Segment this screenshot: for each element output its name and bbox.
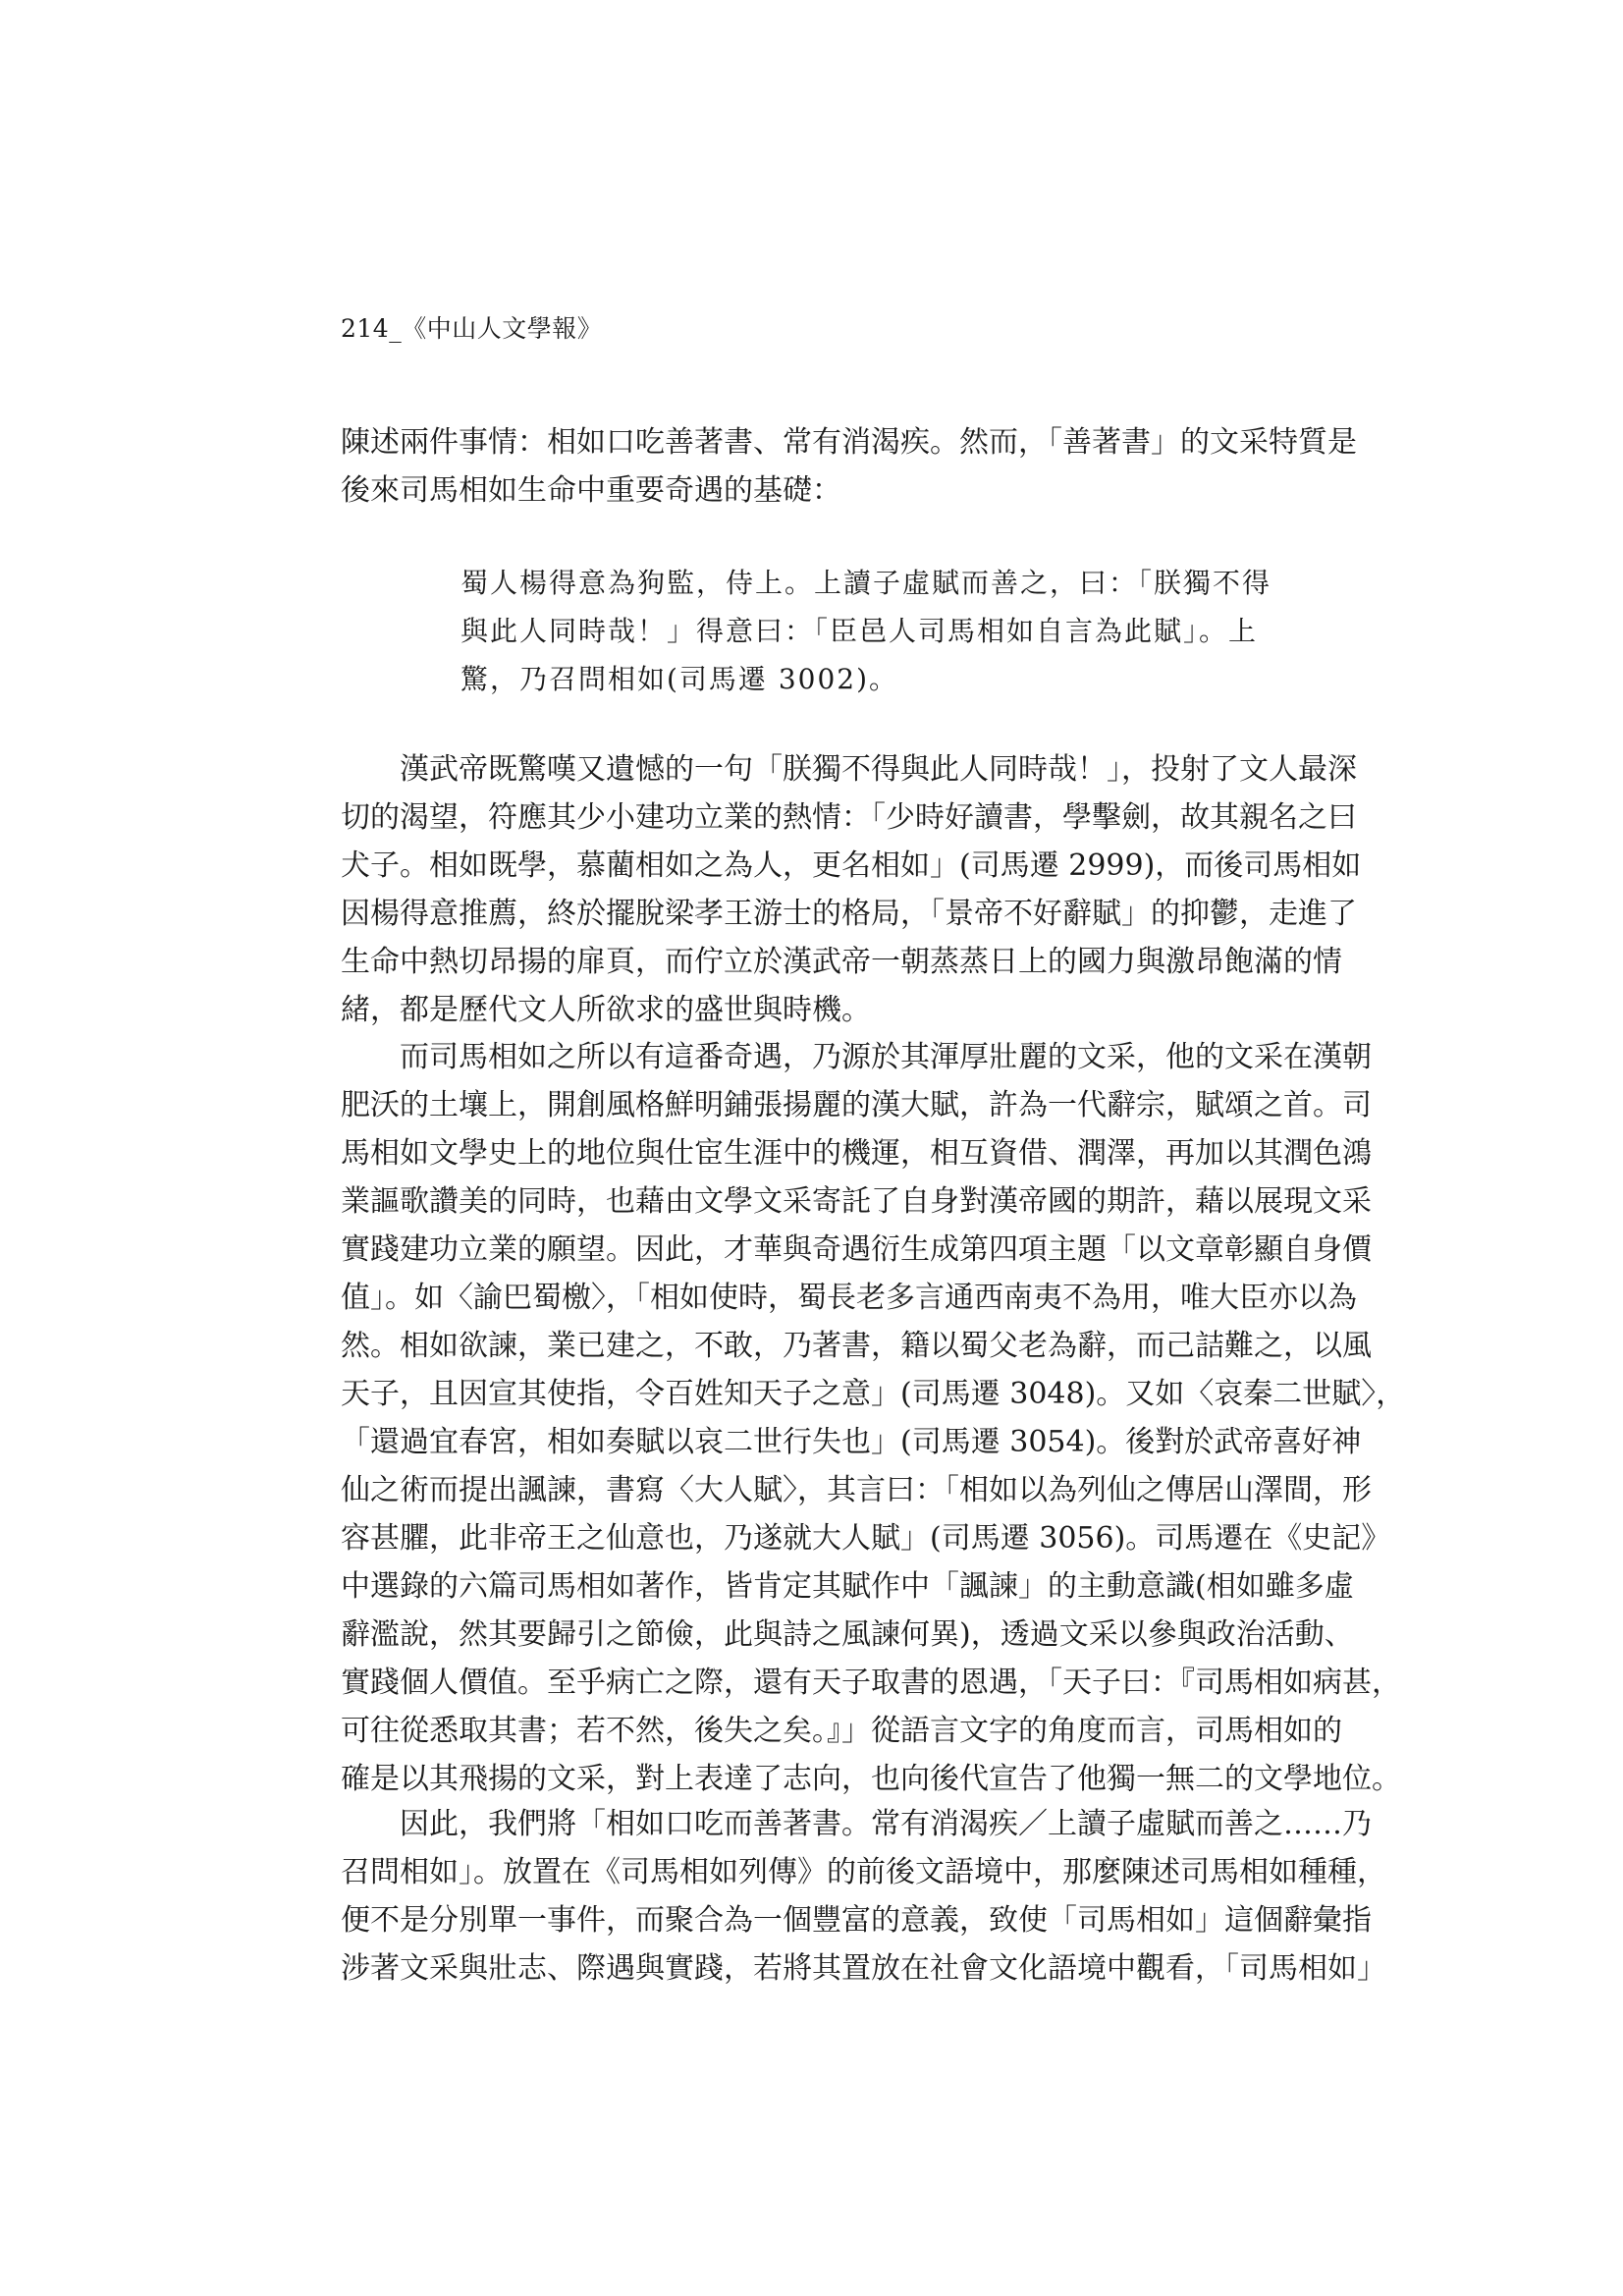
text-line: 實踐建功立業的願望。因此，才華與奇遇衍生成第四項主題「以文章彰顯自身價 — [341, 1232, 1372, 1267]
text-line: 犬子。相如既學，慕藺相如之為人，更名相如」(司馬遷 2999)，而後司馬相如 — [341, 848, 1362, 883]
text-line: 馬相如文學史上的地位與仕宦生涯中的機運，相互資借、潤澤，再加以其潤色鴻 — [341, 1136, 1372, 1171]
text-line: 緒，都是歷代文人所欲求的盛世與時機。 — [341, 993, 871, 1027]
text-line: 陳述兩件事情：相如口吃善著書、常有消渴疾。然而，「善著書」的文采特質是 — [341, 425, 1357, 460]
text-line: 因此，我們將「相如口吃而善著書。常有消渴疾／上讀子虛賦而善之……乃 — [341, 1807, 1372, 1841]
text-line: 天子，且因宣其使指，令百姓知天子之意」(司馬遷 3048)。又如〈哀秦二世賦〉， — [341, 1377, 1406, 1411]
paragraph-3 — [341, 1800, 1386, 1993]
paragraph-2 — [341, 1033, 1406, 1803]
block-quote — [460, 559, 1272, 703]
text-line: 可往從悉取其書；若不然，後失之矣。』」從語言文字的角度而言，司馬相如的 — [341, 1714, 1342, 1748]
text-line: 實踐個人價值。至乎病亡之際，還有天子取書的恩遇，「天子曰：『司馬相如病甚， — [341, 1666, 1401, 1700]
text-line: 涉著文采與壯志、際遇與實踐，若將其置放在社會文化語境中觀看，「司馬相如」 — [341, 1951, 1386, 1986]
text-line: 因楊得意推薦，終於擺脫梁孝王游士的格局，「景帝不好辭賦」的抑鬱，走進了 — [341, 897, 1357, 931]
text-line: 漢武帝既驚嘆又遺憾的一句「朕獨不得與此人同時哉！」，投射了文人最深 — [341, 752, 1357, 787]
text-line: 後來司馬相如生命中重要奇遇的基礎： — [341, 473, 841, 508]
text-line: 容甚臞，此非帝王之仙意也，乃遂就大人賦」(司馬遷 3056)。司馬遷在《史記》 — [341, 1521, 1391, 1556]
text-line: 中選錄的六篇司馬相如著作，皆肯定其賦作中「諷諫」的主動意識(相如雖多虛 — [341, 1569, 1354, 1604]
text-line: 值」。如〈諭巴蜀檄〉，「相如使時，蜀長老多言通西南夷不為用，唯大臣亦以為 — [341, 1281, 1357, 1315]
text-line: 召問相如」。放置在《司馬相如列傳》的前後文語境中，那麼陳述司馬相如種種， — [341, 1855, 1386, 1889]
quote-line: 與此人同時哉！」得意曰：「臣邑人司馬相如自言為此賦」。上 — [460, 615, 1259, 647]
text-line: 業謳歌讚美的同時，也藉由文學文采寄託了自身對漢帝國的期許，藉以展現文采 — [341, 1184, 1372, 1219]
intro-paragraph — [341, 418, 1357, 515]
text-line: 然。相如欲諫，業已建之，不敢，乃著書，籍以蜀父老為辭，而己詰難之，以風 — [341, 1329, 1372, 1363]
page-header: 214_《中山人文學報》 — [341, 314, 603, 343]
text-line: 而司馬相如之所以有這番奇遇，乃源於其渾厚壯麗的文采，他的文采在漢朝 — [341, 1040, 1372, 1074]
text-line: 肥沃的土壤上，開創風格鮮明鋪張揚麗的漢大賦，許為一代辭宗，賦頌之首。司 — [341, 1088, 1372, 1122]
text-line: 「還過宜春宮，相如奏賦以哀二世行失也」(司馬遷 3054)。後對於武帝喜好神 — [341, 1425, 1362, 1459]
paragraph-1 — [341, 745, 1362, 1034]
text-line: 確是以其飛揚的文采，對上表達了志向，也向後代宣告了他獨一無二的文學地位。 — [341, 1762, 1401, 1796]
text-line: 辭濫說，然其要歸引之節儉，此與詩之風諫何異)，透過文采以參與政治活動、 — [341, 1617, 1354, 1652]
quote-line: 驚，乃召問相如(司馬遷 3002)。 — [460, 663, 899, 695]
quote-line: 蜀人楊得意為狗監，侍上。上讀子虛賦而善之，曰：「朕獨不得 — [460, 567, 1272, 599]
text-line: 生命中熱切昂揚的扉頁，而佇立於漢武帝一朝蒸蒸日上的國力與激昂飽滿的情 — [341, 945, 1342, 979]
text-line: 切的渴望，符應其少小建功立業的熱情：「少時好讀書，學擊劍，故其親名之曰 — [341, 800, 1357, 835]
text-line: 仙之術而提出諷諫，書寫〈大人賦〉，其言曰：「相如以為列仙之傳居山澤間，形 — [341, 1473, 1372, 1507]
text-line: 便不是分別單一事件，而聚合為一個豐富的意義，致使「司馬相如」這個辭彙指 — [341, 1903, 1372, 1938]
